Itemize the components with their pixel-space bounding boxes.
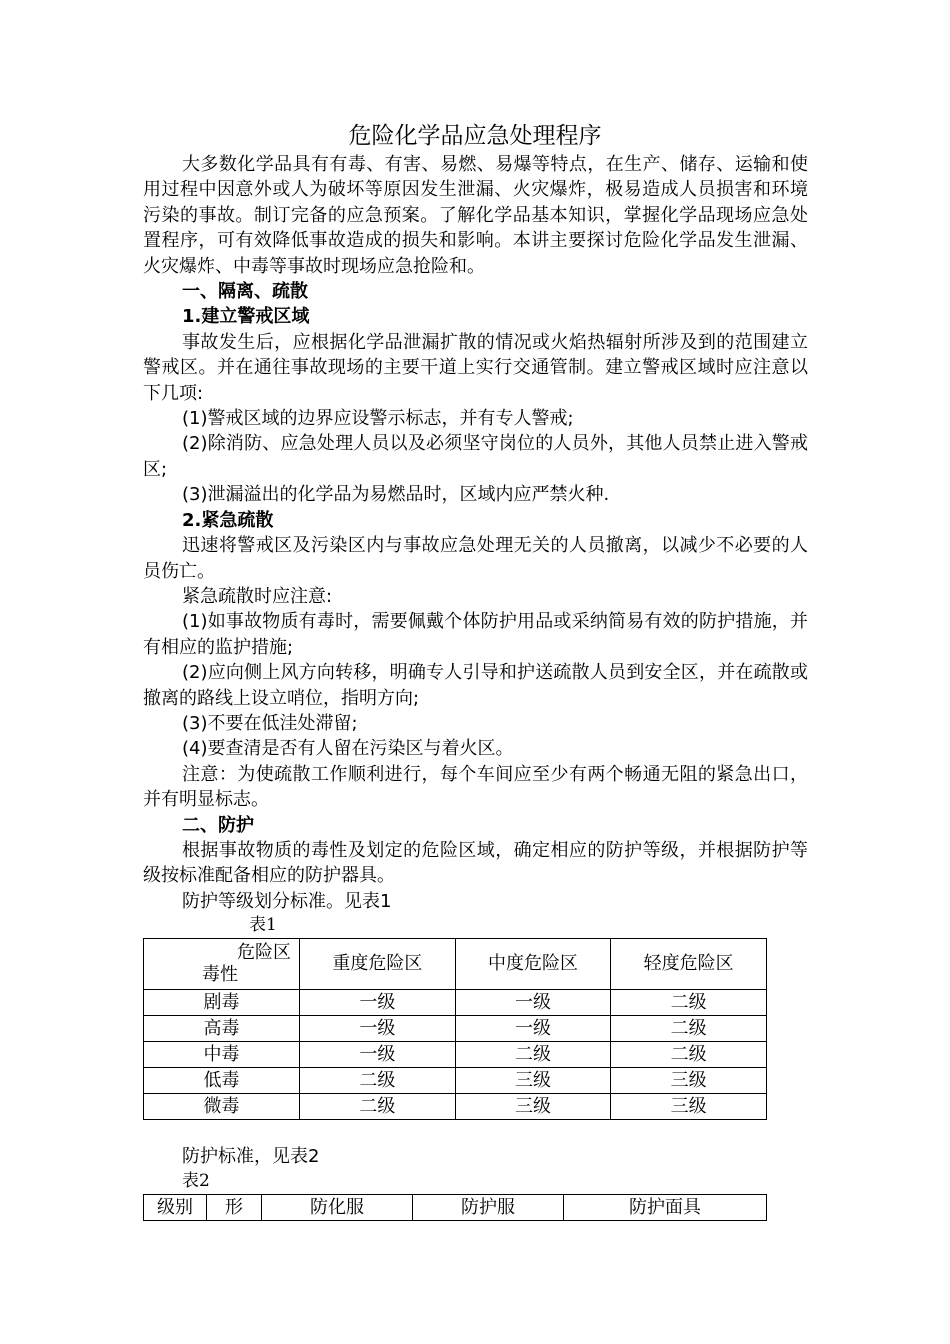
table1-row-label: 中毒 bbox=[144, 1042, 300, 1068]
table1-row-label: 高毒 bbox=[144, 1016, 300, 1042]
table1-row-label: 低毒 bbox=[144, 1068, 300, 1094]
table1-cell: 二级 bbox=[300, 1068, 456, 1094]
table1-cell: 一级 bbox=[300, 1016, 456, 1042]
list-item: (2)除消防、应急处理人员以及必须坚守岗位的人员外，其他人员禁止进入警戒区; bbox=[143, 433, 808, 480]
document-body bbox=[143, 152, 808, 1221]
table-row bbox=[144, 990, 767, 1016]
table1-cell: 二级 bbox=[300, 1094, 456, 1120]
table2-column-header: 防化服 bbox=[262, 1194, 413, 1220]
table1-row-label: 剧毒 bbox=[144, 990, 300, 1016]
table1-row-label: 微毒 bbox=[144, 1094, 300, 1120]
section2-heading: 二、防护 bbox=[182, 814, 254, 836]
section1-sub2-lead: 紧急疏散时应注意: bbox=[182, 585, 333, 607]
table1-cell: 三级 bbox=[611, 1094, 767, 1120]
table1-corner-bottom: 毒性 bbox=[202, 964, 238, 986]
section1-sub2-text: 迅速将警戒区及污染区内与事故应急处理无关的人员撤离，以减少不必要的人员伤亡。 bbox=[143, 535, 808, 582]
list-item: (3)不要在低洼处滞留; bbox=[182, 712, 358, 734]
table1-column-header: 中度危险区 bbox=[455, 939, 611, 990]
list-item: (4)要查清是否有人留在污染区与着火区。 bbox=[182, 738, 514, 760]
intro-paragraph: 大多数化学品具有有毒、有害、易燃、易爆等特点，在生产、储存、运输和使用过程中因意外或人为破坏等原因发生泄漏、火灾爆炸，极易造成人员损害和环境污染的事故。制订完备的应急预案。了解化学品基本知识，掌握化学品现场应急处置程序，可有效降低事故造成的损失和影响。本讲主要探讨危险化学品发生泄漏、火灾爆炸、中毒等事故时现场应急抢险和。 bbox=[143, 154, 808, 277]
table1-cell: 二级 bbox=[611, 990, 767, 1016]
table2-reference: 防护标准，见表2 bbox=[182, 1146, 320, 1168]
table1-cell: 一级 bbox=[300, 990, 456, 1016]
table2-column-header: 防护面具 bbox=[564, 1194, 767, 1220]
document-title: 危险化学品应急处理程序 bbox=[348, 123, 602, 149]
table2-caption: 表2 bbox=[182, 1170, 210, 1191]
table2-column-header: 防护服 bbox=[413, 1194, 564, 1220]
table-row bbox=[144, 1068, 767, 1094]
table1-column-header: 轻度危险区 bbox=[611, 939, 767, 990]
list-item: (3)泄漏溢出的化学品为易燃品时，区域内应严禁火种. bbox=[182, 484, 610, 506]
table1-cell: 一级 bbox=[455, 990, 611, 1016]
table1-corner-top: 危险区 bbox=[237, 942, 291, 964]
section1-sub1-heading: 1.建立警戒区域 bbox=[182, 306, 310, 328]
table1-caption: 表1 bbox=[249, 915, 277, 936]
table1-cell: 一级 bbox=[455, 1016, 611, 1042]
table-row bbox=[144, 1042, 767, 1068]
table1-cell: 二级 bbox=[455, 1042, 611, 1068]
table1-reference: 防护等级划分标准。见表1 bbox=[182, 890, 392, 912]
section1-sub2-heading: 2.紧急疏散 bbox=[182, 509, 274, 531]
protection-standard-table bbox=[143, 1194, 767, 1221]
table1-cell: 三级 bbox=[455, 1068, 611, 1094]
table1-cell: 二级 bbox=[611, 1016, 767, 1042]
table-row bbox=[144, 1194, 767, 1220]
table1-column-header: 重度危险区 bbox=[300, 939, 456, 990]
section1-note: 注意：为使疏散工作顺利进行，每个车间应至少有两个畅通无阻的紧急出口，并有明显标志。 bbox=[143, 763, 808, 811]
table2-column-header: 形 bbox=[207, 1194, 262, 1220]
table-row bbox=[144, 1094, 767, 1120]
table1-corner-cell bbox=[144, 939, 300, 990]
table1-cell: 三级 bbox=[455, 1094, 611, 1120]
list-item: (1)如事故物质有毒时，需要佩戴个体防护用品或采纳简易有效的防护措施，并有相应的监护措施; bbox=[143, 611, 808, 658]
section1-heading: 一、隔离、疏散 bbox=[182, 281, 308, 303]
table1-cell: 三级 bbox=[611, 1068, 767, 1094]
section2-text: 根据事故物质的毒性及划定的危险区域，确定相应的防护等级，并根据防护等级按标准配备相应的防护器具。 bbox=[143, 839, 808, 887]
list-item: (1)警戒区域的边界应设警示标志，并有专人警戒; bbox=[182, 408, 574, 430]
table1-cell: 一级 bbox=[300, 1042, 456, 1068]
protection-level-table bbox=[143, 938, 767, 1120]
section1-sub1-text: 事故发生后，应根据化学品泄漏扩散的情况或火焰热辐射所涉及到的范围建立警戒区。并在通往事故现场的主要干道上实行交通管制。建立警戒区域时应注意以下几项: bbox=[143, 331, 808, 404]
table2-column-header: 级别 bbox=[144, 1194, 207, 1220]
table1-cell: 二级 bbox=[611, 1042, 767, 1068]
list-item: (2)应向侧上风方向转移，明确专人引导和护送疏散人员到安全区，并在疏散或撤离的路线上设立哨位，指明方向; bbox=[143, 662, 808, 709]
table-row bbox=[144, 1016, 767, 1042]
